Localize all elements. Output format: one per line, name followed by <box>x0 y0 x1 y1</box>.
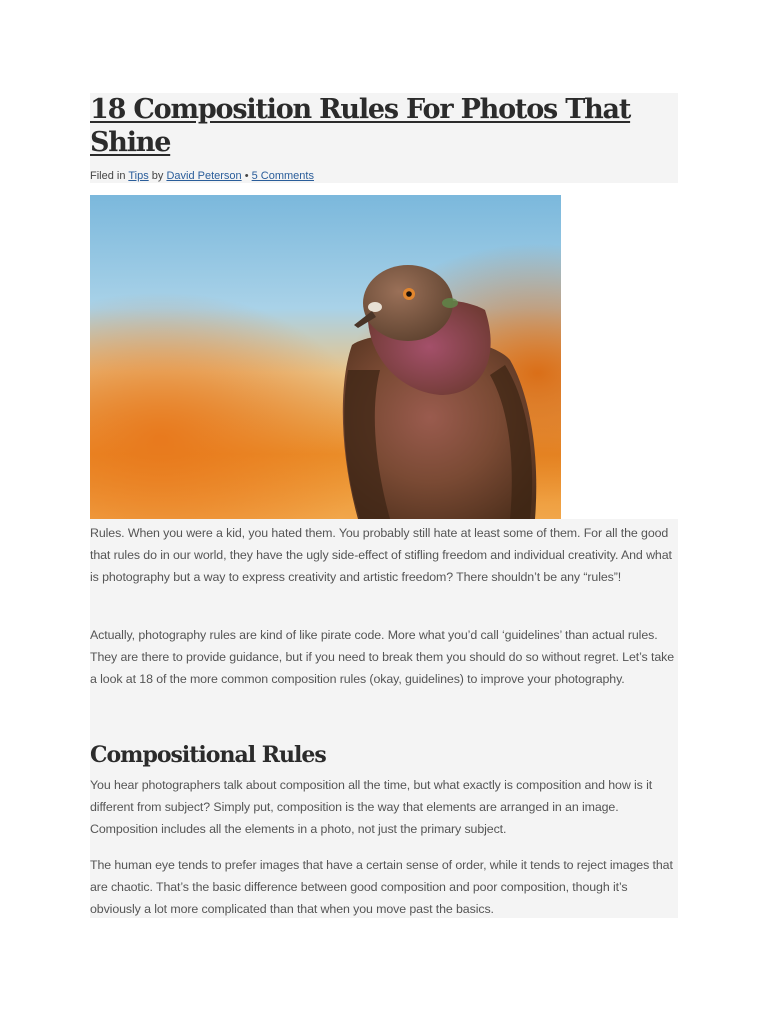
filed-in-label: Filed in <box>90 170 129 182</box>
article-body <box>90 519 678 918</box>
category-link[interactable]: Tips <box>128 170 149 182</box>
article-header <box>90 93 678 183</box>
author-link[interactable]: David Peterson <box>166 170 242 182</box>
section-heading: Compositional Rules <box>90 742 326 768</box>
hero-image <box>90 195 561 519</box>
by-label: by <box>148 170 167 182</box>
comments-link[interactable]: 5 Comments <box>251 170 314 182</box>
paragraph-pirate-code: Actually, photography rules are kind of like pirate code. More what you’d call ‘guidelines’ than actual rules. They are there to provide guidance, but if you need to break them you should do so without regret. Let’s take a look at 18 of the more common composition rules (okay, guidelines) to improve your photography. <box>90 628 674 686</box>
byline <box>90 169 314 183</box>
article-title[interactable]: 18 Composition Rules For Photos That Shine <box>90 94 631 158</box>
pigeon-photo <box>90 195 561 519</box>
paragraph-order: The human eye tends to prefer images that have a certain sense of order, while it tends to reject images that are chaotic. That’s the basic difference between good composition and poor composition, though it’s obviously a lot more complicated than that when you move past the basics. <box>90 858 673 916</box>
paragraph-composition: You hear photographers talk about composition all the time, but what exactly is composition and how is it different from subject? Simply put, composition is the way that elements are arranged in an image. Composition includes all the elements in a photo, not just the primary subject. <box>90 778 653 836</box>
byline-separator: • <box>241 170 252 182</box>
paragraph-intro: Rules. When you were a kid, you hated them. You probably still hate at least some of them. For all the good that rules do in our world, they have the ugly side-effect of stifling freedom and individual creativity. And what is photography but a way to express creativity and artistic freedom? There shouldn’t be any “rules”! <box>90 526 672 584</box>
